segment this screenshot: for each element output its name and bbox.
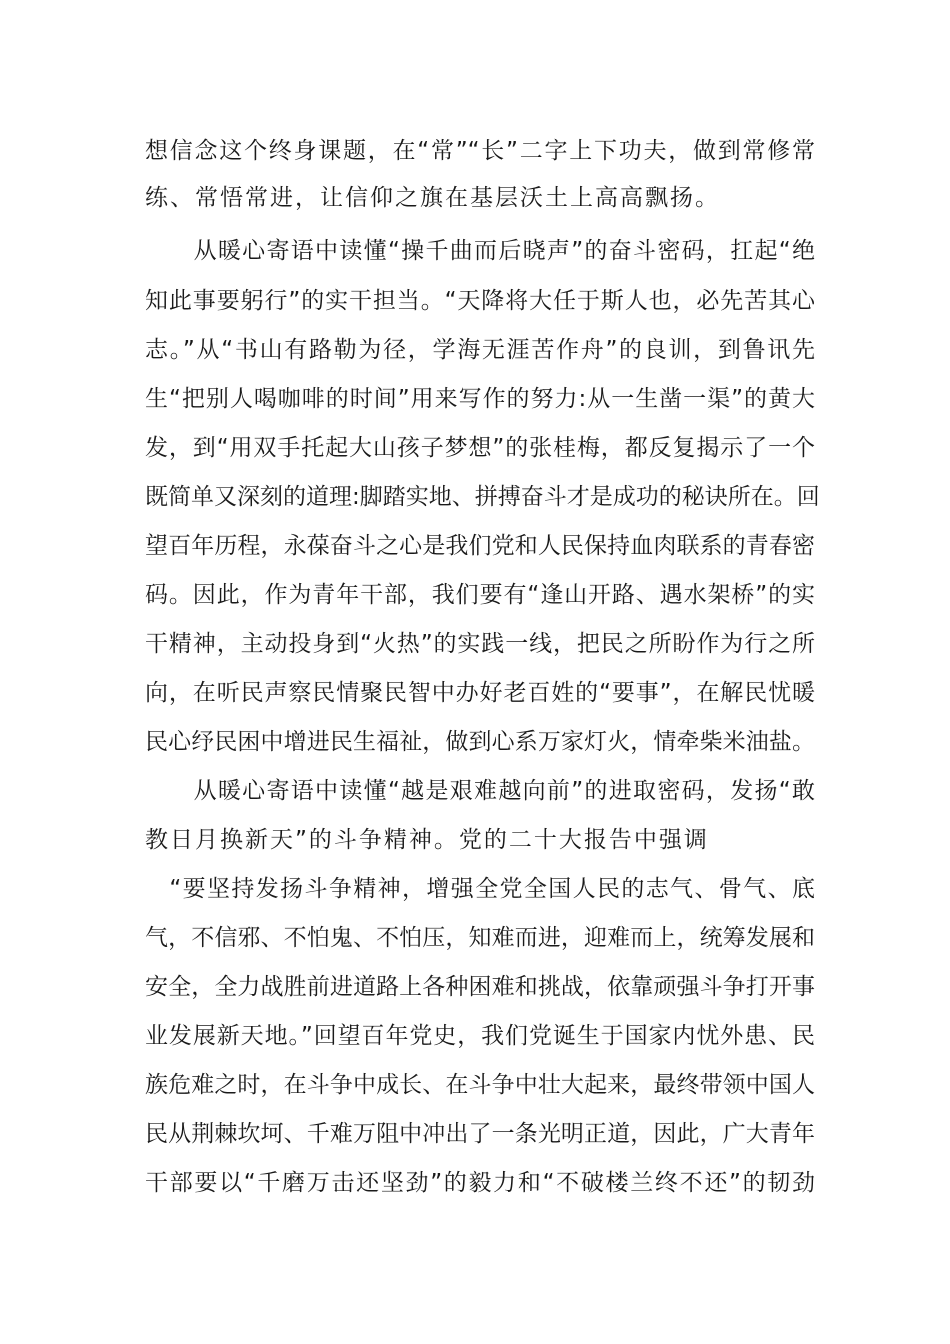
text-line: 族危难之时，在斗争中成长、在斗争中壮大起来，最终带领中国人 — [145, 1072, 815, 1098]
text-line: 民从荆棘坎坷、千难万阻中冲出了一条光明正道，因此，广大青年 — [145, 1121, 815, 1147]
text-line: 向，在听民声察民情聚民智中办好老百姓的“要事”，在解民忧暖 — [145, 680, 815, 706]
text-line: 民心纾民困中增进民生福祉，做到心系万家灯火，情牵柴米油盐。 — [145, 729, 815, 755]
text-line: 发，到“用双手托起大山孩子梦想”的张桂梅，都反复揭示了一个 — [145, 435, 815, 461]
text-line: 知此事要躬行”的实干担当。“天降将大任于斯人也，必先苦其心 — [145, 288, 815, 314]
text-line: 练、常悟常进，让信仰之旗在基层沃土上高高飘扬。 — [145, 185, 720, 211]
text-line: 志。”从“书山有路勒为径，学海无涯苦作舟”的良训，到鲁讯先 — [145, 337, 815, 363]
text-line: 想信念这个终身课题，在“常”“长”二字上下功夫，做到常修常 — [145, 138, 815, 164]
text-line: “要坚持发扬斗争精神，增强全党全国人民的志气、骨气、底 — [145, 876, 815, 902]
text-line: 既简单又深刻的道理:脚踏实地、拼搏奋斗才是成功的秘诀所在。回 — [145, 484, 820, 510]
text-line: 气，不信邪、不怕鬼、不怕压，知难而进，迎难而上，统筹发展和 — [145, 925, 815, 951]
text-line: 业发展新天地。”回望百年党史，我们党诞生于国家内忧外患、民 — [145, 1023, 815, 1049]
text-line: 从暖心寄语中读懂“操千曲而后晓声”的奋斗密码，扛起“绝 — [145, 238, 815, 264]
text-line: 望百年历程，永葆奋斗之心是我们党和人民保持血肉联系的青春密 — [145, 533, 815, 559]
text-line: 干部要以“千磨万击还坚劲”的毅力和“不破楼兰终不还”的韧劲 — [145, 1170, 815, 1196]
text-line: 码。因此，作为青年干部，我们要有“逢山开路、遇水架桥”的实 — [145, 582, 815, 608]
text-line: 教日月换新天”的斗争精神。党的二十大报告中强调 — [145, 827, 709, 853]
text-line: 干精神，主动投身到“火热”的实践一线，把民之所盼作为行之所 — [145, 631, 815, 657]
text-line: 安全，全力战胜前进道路上各种困难和挑战，依靠顽强斗争打开事 — [145, 974, 815, 1000]
text-line: 生“把别人喝咖啡的时间”用来写作的努力:从一生凿一渠”的黄大 — [145, 386, 815, 412]
text-line: 从暖心寄语中读懂“越是艰难越向前”的进取密码，发扬“敢 — [145, 778, 815, 804]
